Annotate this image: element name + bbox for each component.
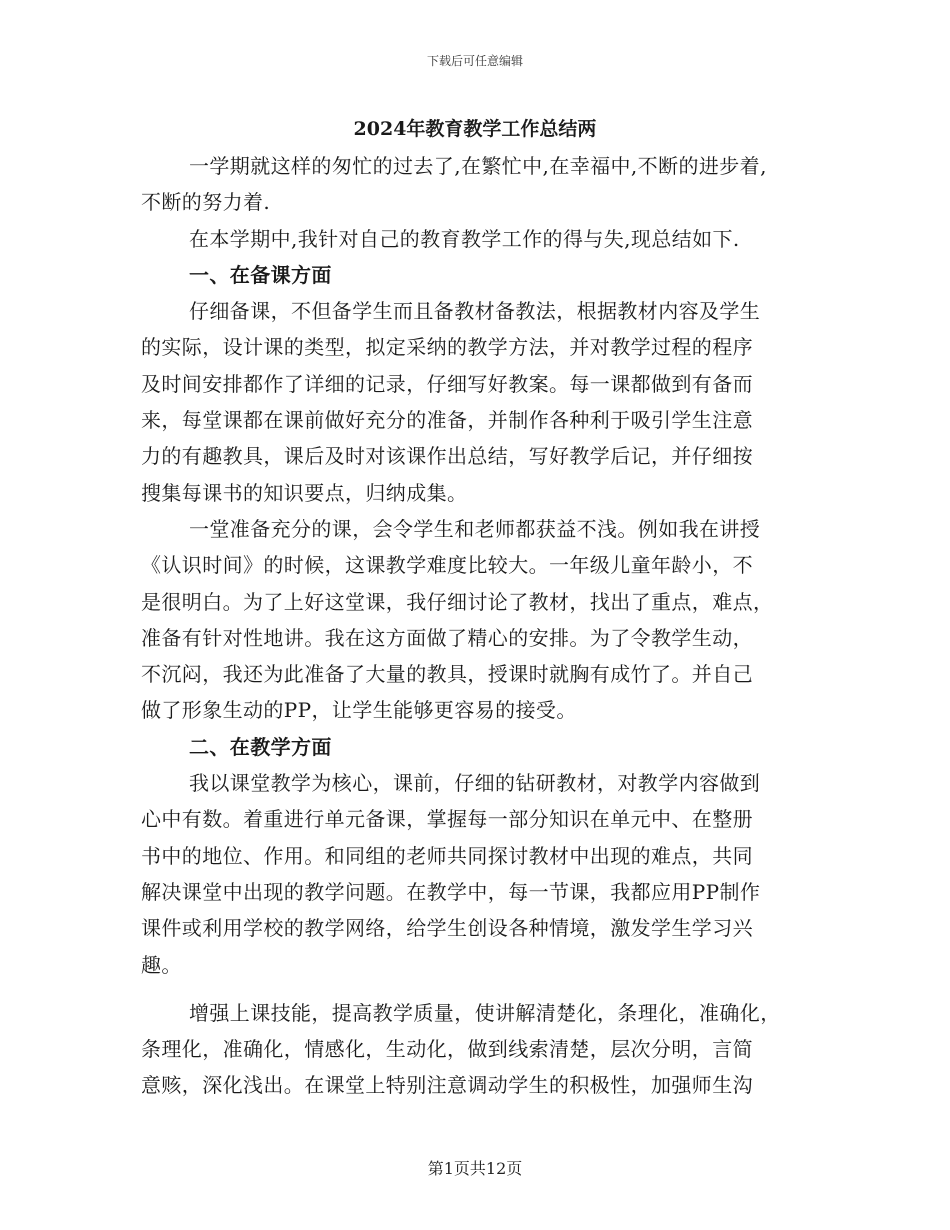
section-heading: 二、在教学方面 xyxy=(189,734,332,759)
text-line: 心中有数。着重进行单元备课，掌握每一部分知识在单元中、在整册 xyxy=(141,807,753,832)
text-line: 一学期就这样的匆忙的过去了,在繁忙中,在幸福中,不断的进步着, xyxy=(189,154,767,178)
text-line: 书中的地位、作用。和同组的老师共同探讨教材中出现的难点，共同 xyxy=(141,843,753,868)
page-footer: 第1页共12页 xyxy=(427,1159,523,1178)
text-line: 在本学期中,我针对自己的教育教学工作的得与失,现总结如下. xyxy=(189,226,740,251)
text-line: 《认识时间》的时候，这课教学难度比较大。一年级儿童年龄小，不 xyxy=(141,553,753,578)
text-line: 一堂准备充分的课，会令学生和老师都获益不浅。例如我在讲授 xyxy=(189,516,761,541)
page-header: 下载后可任意编辑 xyxy=(426,54,523,68)
text-line: 准备有针对性地讲。我在这方面做了精心的安排。为了令教学生动， xyxy=(141,625,753,650)
text-line: 搜集每课书的知识要点，归纳成集。 xyxy=(141,480,468,505)
text-line: 解决课堂中出现的教学问题。在教学中，每一节课，我都应用PP制作 xyxy=(141,879,761,904)
text-line: 不断的努力着. xyxy=(141,190,271,215)
text-line: 课件或利用学校的教学网络，给学生创设各种情境，激发学生学习兴 xyxy=(141,916,753,941)
text-line: 及时间安排都作了详细的记录，仔细写好教案。每一课都做到有备而 xyxy=(141,371,753,396)
document-body xyxy=(141,148,813,1104)
text-line: 的实际，设计课的类型，拟定采纳的教学方法，并对教学过程的程序 xyxy=(141,335,753,360)
text-line: 增强上课技能，提高教学质量，使讲解清楚化，条理化，准确化， xyxy=(189,1000,781,1025)
document-title: 2024年教育教学工作总结两 xyxy=(353,118,597,140)
text-line: 做了形象生动的PP，让学生能够更容易的接受。 xyxy=(141,698,577,723)
text-line: 力的有趣教具，课后及时对该课作出总结，写好教学后记，并仔细按 xyxy=(141,444,753,469)
text-line: 仔细备课，不但备学生而且备教材备教法，根据教材内容及学生 xyxy=(189,299,761,324)
text-line: 是很明白。为了上好这堂课，我仔细讨论了教材，找出了重点，难点， xyxy=(141,589,774,614)
section-heading: 一、在备课方面 xyxy=(189,262,332,287)
text-line: 来，每堂课都在课前做好充分的准备，并制作各种利于吸引学生注意 xyxy=(141,408,753,433)
text-line: 不沉闷，我还为此准备了大量的教具，授课时就胸有成竹了。并自己 xyxy=(141,662,753,687)
text-line: 趣。 xyxy=(141,952,182,977)
text-line: 我以课堂教学为核心，课前，仔细的钻研教材，对教学内容做到 xyxy=(189,771,761,796)
text-line: 意赅，深化浅出。在课堂上特别注意调动学生的积极性，加强师生沟 xyxy=(141,1073,753,1098)
text-line: 条理化，准确化，情感化，生动化，做到线索清楚，层次分明，言简 xyxy=(141,1037,753,1062)
